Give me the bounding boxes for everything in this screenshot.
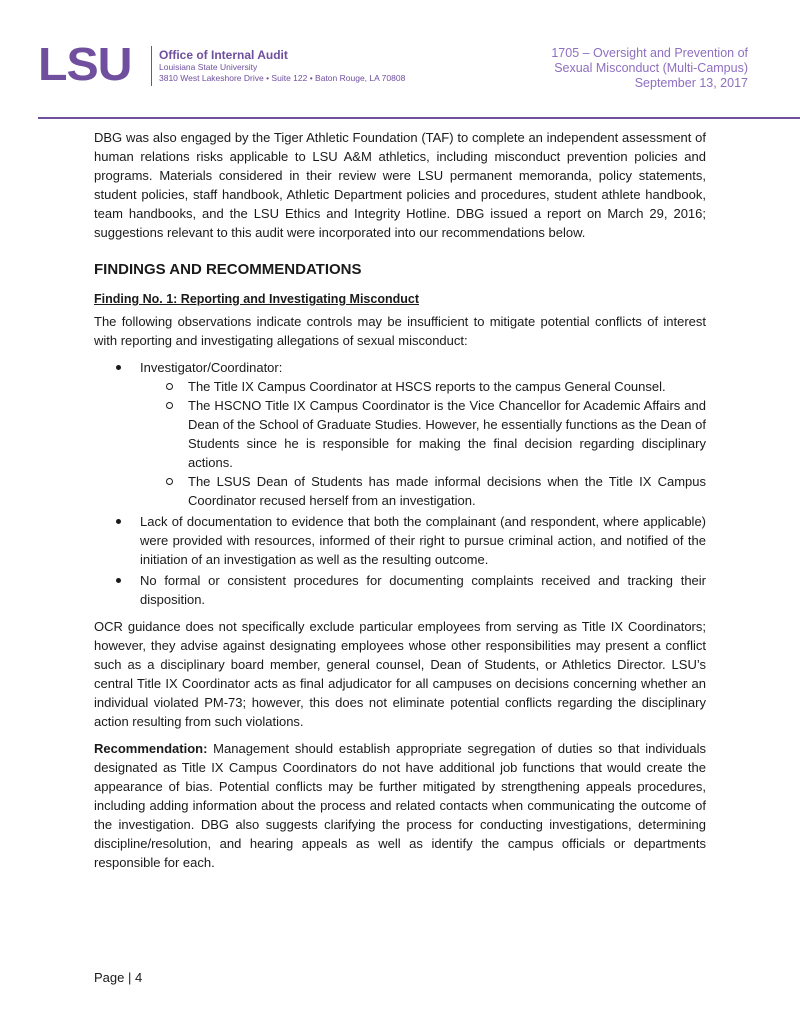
finding-heading: Finding No. 1: Reporting and Investigating Misconduct <box>94 292 419 306</box>
org-block <box>159 48 405 84</box>
page-content <box>94 128 706 880</box>
doc-title-line2: Sexual Misconduct (Multi-Campus) <box>554 61 748 75</box>
section-heading: FINDINGS AND RECOMMENDATIONS <box>94 261 362 278</box>
org-address: 3810 West Lakeshore Drive • Suite 122 • Baton Rouge, LA 70808 <box>159 73 406 83</box>
page-header <box>0 0 800 120</box>
lsu-logo: LSU <box>38 38 132 90</box>
bullet-investigator: Investigator/Coordinator: <box>140 360 283 375</box>
org-university: Louisiana State University <box>159 62 258 72</box>
doc-date: September 13, 2017 <box>634 76 748 90</box>
sub-list-item: The Title IX Campus Coordinator at HSCS reports to the campus General Counsel. <box>188 377 706 396</box>
observations-list <box>94 358 706 609</box>
sub-list-item: The HSCNO Title IX Campus Coordinator is the Vice Chancellor for Academic Affairs and Dean of the School of Graduate Studies. However, he essentially functions as the Dean of Students since he is responsible for making the final decision regarding disciplinary actions. <box>188 398 706 470</box>
finding-intro: The following observations indicate controls may be insufficient to mitigate potential conflicts of interest with reporting and investigating allegations of sexual misconduct: <box>94 314 706 348</box>
page-number: Page | 4 <box>94 970 143 985</box>
logo-divider <box>151 46 152 86</box>
ocr-paragraph: OCR guidance does not specifically exclude particular employees from serving as Title IX Coordinators; however, they advise against designating employees whose other responsibilities may present a conflict such as a disciplinary board member, general counsel, Dean of Students, or Athletics Director. LSU’s central Title IX Coordinator acts as final adjudicator for all campuses on decisions concerning whether an individual violated PM-73; however, this does not eliminate potential conflicts regarding the disciplinary action resulting from such violations. <box>94 619 706 729</box>
org-name: Office of Internal Audit <box>159 48 288 62</box>
header-rule <box>38 117 800 119</box>
sub-list <box>140 377 706 510</box>
sub-list-item: The LSUS Dean of Students has made informal decisions when the Title IX Campus Coordinator recused herself from an investigation. <box>188 474 706 508</box>
list-item <box>140 358 706 510</box>
recommendation-paragraph <box>94 739 706 872</box>
list-item: No formal or consistent procedures for documenting complaints received and tracking their disposition. <box>140 573 706 607</box>
recommendation-text: Management should establish appropriate segregation of duties so that individuals designated as Title IX Campus Coordinators do not have additional job functions that would create the appearance of bias. Potential conflicts may be further mitigated by strengthening appeals procedures, including adding information about the process and related contacts when communicating the outcome of the investigation. DBG also suggests clarifying the process for conducting investigations, determining discipline/resolution, and hearing appeals as well as identify the campus officials or departments responsible for each. <box>94 741 706 870</box>
document-meta <box>551 46 748 91</box>
list-item: Lack of documentation to evidence that both the complainant (and respondent, where applicable) were provided with resources, informed of their right to pursue criminal action, and notified of the initiation of an investigation as well as the resulting outcome. <box>140 514 706 567</box>
doc-title-line1: 1705 – Oversight and Prevention of <box>551 46 748 60</box>
recommendation-label: Recommendation: <box>94 741 208 756</box>
intro-paragraph: DBG was also engaged by the Tiger Athletic Foundation (TAF) to complete an independent assessment of human relations risks applicable to LSU A&M athletics, including misconduct prevention policies and programs. Materials considered in their review were LSU permanent memoranda, policy statements, student policies, staff handbook, Athletic Department policies and procedures, student athlete handbook, team handbooks, and the LSU Ethics and Integrity Hotline. DBG issued a report on March 29, 2016; suggestions relevant to this audit were incorporated into our recommendations below. <box>94 130 706 240</box>
